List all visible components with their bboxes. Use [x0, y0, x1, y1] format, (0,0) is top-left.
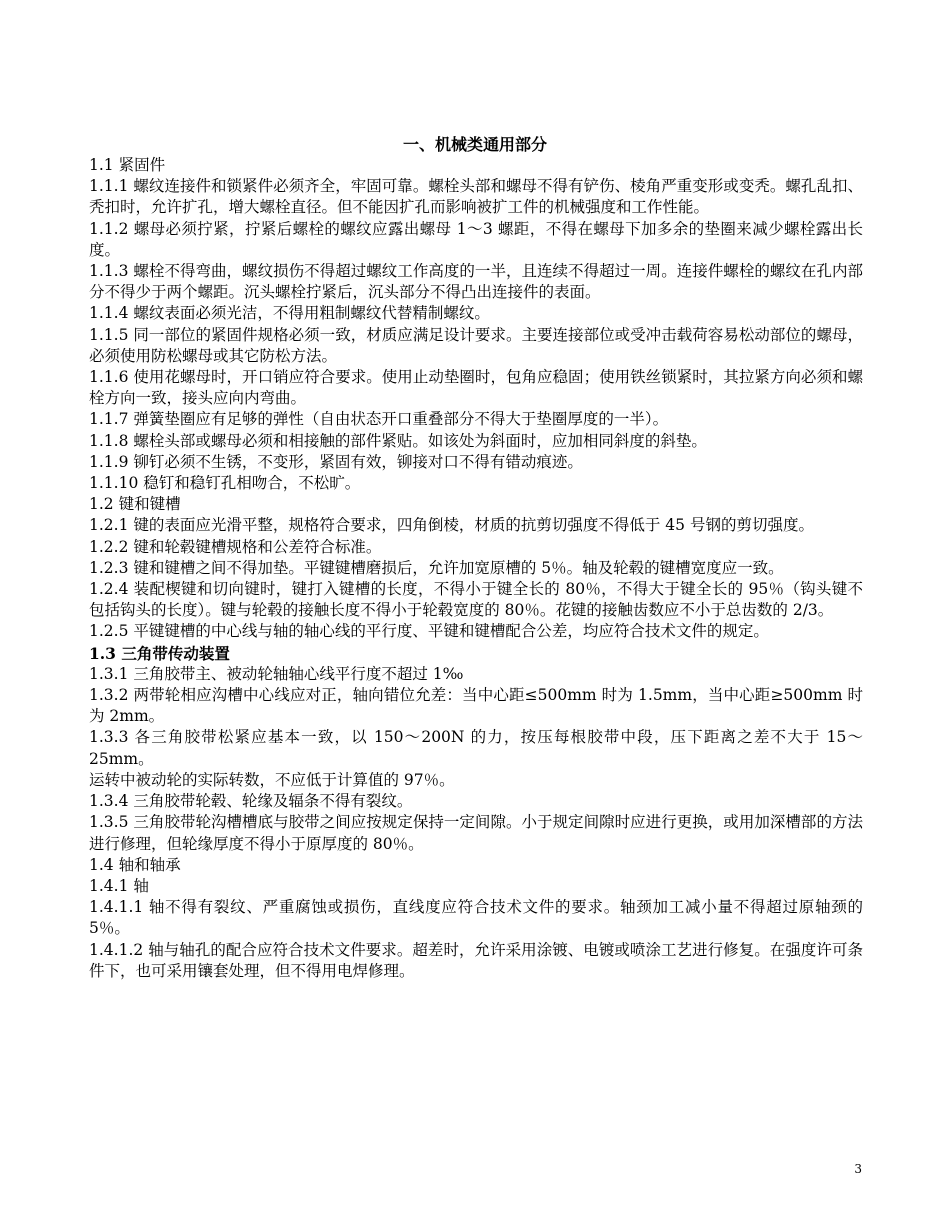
section-heading: 1.4 轴和轴承 [89, 855, 181, 874]
paragraph: 1.2.2 键和轮毂键槽规格和公差符合标准。 [89, 537, 382, 556]
paragraph: 1.2.5 平键键槽的中心线与轴的轴心线的平行度、平键和键槽配合公差，均应符合技术文件的规定。 [89, 622, 769, 641]
page-number: 3 [854, 1162, 862, 1176]
paragraph: 1.2.3 键和键槽之间不得加垫。平键键槽磨损后，允许加宽原槽的 5％。轴及轮毂的键槽宽度应一致。 [89, 558, 784, 577]
paragraph: 1.1.2 螺母必须拧紧，拧紧后螺栓的螺纹应露出螺母 1～3 螺距，不得在螺母下加多余的垫圈来减少螺栓露出长度。 [89, 219, 863, 259]
paragraph: 1.1.1 螺纹连接件和锁紧件必须齐全，牢固可靠。螺栓头部和螺母不得有铲伤、棱角严重变形或变秃。螺孔乱扣、秃扣时，允许扩孔，增大螺栓直径。但不能因扩孔而影响被扩工件的机械强度和工作性能。 [89, 177, 863, 217]
paragraph: 运转中被动轮的实际转数，不应低于计算值的 97％。 [89, 770, 455, 789]
paragraph: 1.1.7 弹簧垫圈应有足够的弹性（自由状态开口重叠部分不得大于垫圈厚度的一半）。 [89, 410, 669, 429]
paragraph: 1.4.1.2 轴与轴孔的配合应符合技术文件要求。超差时，允许采用涂镀、电镀或喷涂工艺进行修复。在强度许可条件下，也可采用镶套处理，但不得用电焊修理。 [89, 940, 863, 980]
paragraph: 1.2.4 装配楔键和切向键时，键打入键槽的长度，不得小于键全长的 80％，不得大于键全长的 95％（钩头键不包括钩头的长度）。键与轮毂的接触长度不得小于轮毂宽度的 80％。花键的接触齿数应不小于总齿数的 2/3。 [89, 580, 863, 620]
paragraph: 1.1.5 同一部位的紧固件规格必须一致，材质应满足设计要求。主要连接部位或受冲击载荷容易松动部位的螺母，必须使用防松螺母或其它防松方法。 [89, 325, 863, 365]
paragraph: 1.2.1 键的表面应光滑平整，规格符合要求，四角倒棱，材质的抗剪切强度不得低于 45 号钢的剪切强度。 [89, 516, 814, 535]
paragraph: 1.1.9 铆钉必须不生锈，不变形，紧固有效，铆接对口不得有错动痕迹。 [89, 452, 583, 471]
paragraph: 1.3.2 两带轮相应沟槽中心线应对正，轴向错位允差：当中心距≤500mm 时为 1.5mm，当中心距≥500mm 时为 2mm。 [89, 686, 863, 726]
paragraph: 1.3.4 三角胶带轮毂、轮缘及辐条不得有裂纹。 [89, 792, 413, 811]
paragraph: 1.1.10 稳钉和稳钉孔相吻合，不松旷。 [89, 474, 361, 493]
section-heading: 1.4.1 轴 [89, 876, 149, 895]
paragraph: 1.4.1.1 轴不得有裂纹、严重腐蚀或损伤，直线度应符合技术文件的要求。轴颈加工减小量不得超过原轴颈的 5％。 [89, 898, 863, 938]
section-heading: 1.1 紧固件 [89, 156, 166, 174]
paragraph: 1.1.6 使用花螺母时，开口销应符合要求。使用止动垫圈时，包角应稳固；使用铁丝锁紧时，其拉紧方向必须和螺栓方向一致，接头应向内弯曲。 [89, 368, 863, 408]
paragraph: 1.1.8 螺栓头部或螺母必须和相接触的部件紧贴。如该处为斜面时，应加相同斜度的斜垫。 [89, 431, 707, 450]
section-heading: 1.3 三角带传动装置 [89, 643, 230, 663]
paragraph: 1.3.5 三角胶带轮沟槽槽底与胶带之间应按规定保持一定间隙。小于规定间隙时应进行更换，或用加深槽部的方法进行修理，但轮缘厚度不得小于原厚度的 80％。 [89, 813, 863, 853]
body-text [89, 155, 863, 982]
paragraph: 1.1.3 螺栓不得弯曲，螺纹损伤不得超过螺纹工作高度的一半，且连续不得超过一周。连接件螺栓的螺纹在孔内部分不得少于两个螺距。沉头螺栓拧紧后，沉头部分不得凸出连接件的表面。 [89, 262, 863, 302]
section-heading: 1.2 键和键槽 [89, 495, 181, 514]
paragraph: 1.1.4 螺纹表面必须光洁，不得用粗制螺纹代替精制螺纹。 [89, 304, 490, 323]
page-title: 一、机械类通用部分 [402, 135, 547, 154]
paragraph: 1.3.1 三角胶带主、被动轮轴轴心线平行度不超过 1‰ [89, 664, 464, 683]
paragraph: 1.3.3 各三角胶带松紧应基本一致，以 150～200N 的力，按压每根胶带中段，压下距离之差不大于 15～25mm。 [89, 728, 863, 768]
